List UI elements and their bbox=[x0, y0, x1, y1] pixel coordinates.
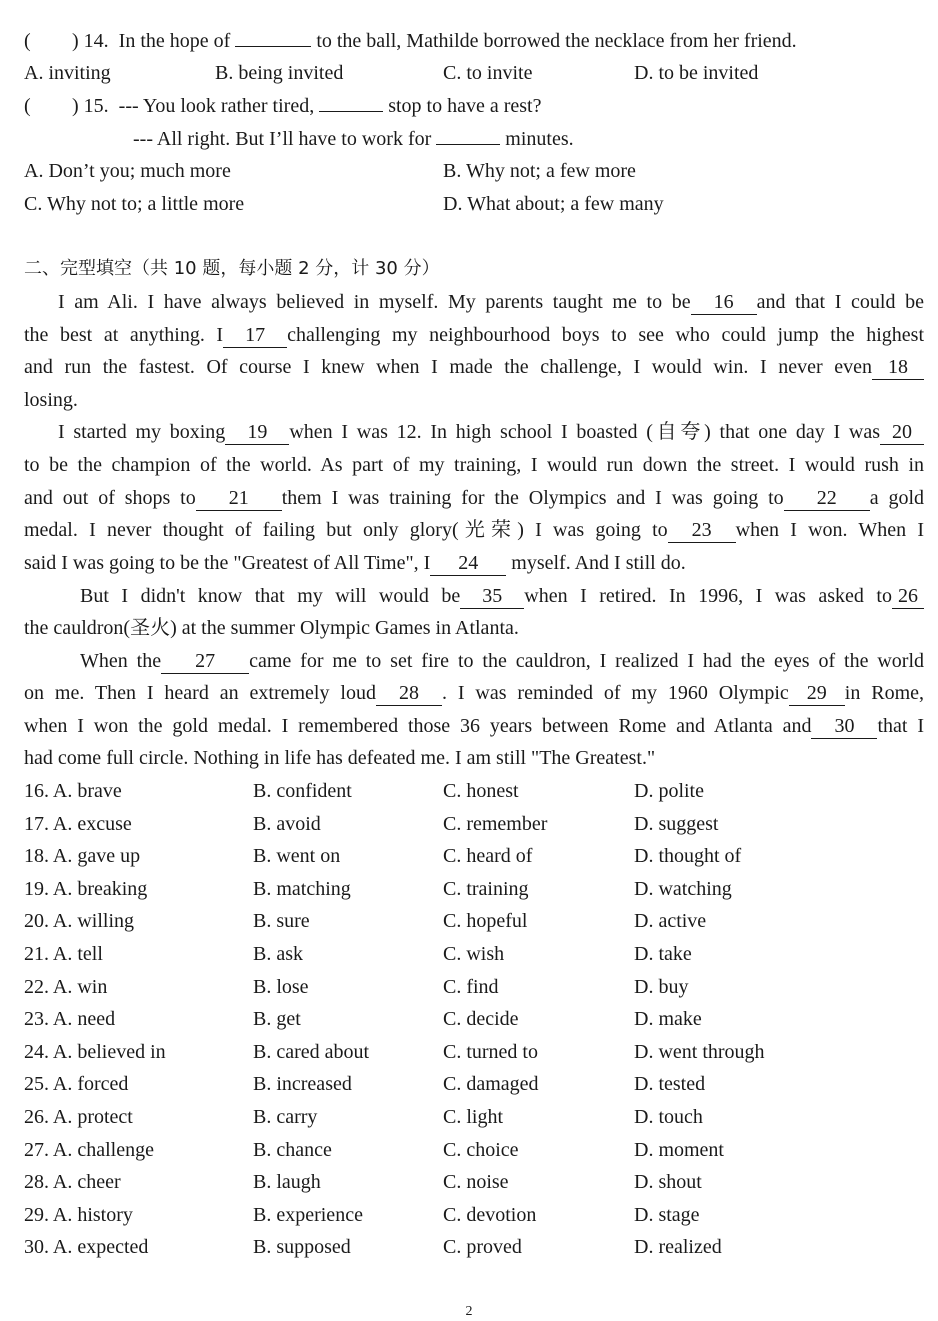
option-b: B. supposed bbox=[253, 1236, 351, 1258]
option-c: C. heard of bbox=[443, 845, 533, 867]
option-b: B. went on bbox=[253, 845, 341, 867]
option-d: D. What about; a few many bbox=[443, 193, 664, 215]
option-d: D. realized bbox=[634, 1236, 722, 1258]
option-a: 18. A. gave up bbox=[24, 845, 141, 867]
passage-line: losing. bbox=[24, 389, 78, 411]
option-row bbox=[24, 775, 924, 807]
blank-19: 19 bbox=[225, 420, 289, 445]
option-b: B. get bbox=[253, 1008, 301, 1030]
question-number: ) 15. --- You look rather tired, stop to have a rest? bbox=[72, 95, 542, 117]
option-row bbox=[24, 971, 924, 1003]
option-c: C. proved bbox=[443, 1236, 522, 1258]
option-a: 19. A. breaking bbox=[24, 878, 148, 900]
option-b: B. ask bbox=[253, 943, 303, 965]
option-a: 28. A. cheer bbox=[24, 1171, 121, 1193]
question-15-options-ab bbox=[24, 155, 924, 187]
option-a: 23. A. need bbox=[24, 1008, 116, 1030]
option-d: D. buy bbox=[634, 976, 689, 998]
blank-22: 22 bbox=[784, 486, 870, 511]
passage-line: and out of shops to 21 them I was training for the Olympics and I was going to 22 a gold bbox=[24, 487, 925, 509]
passage-line: I started my boxing 19 when I was 12. In high school I boasted (自夸) that one day I was 20 bbox=[58, 416, 924, 448]
blank bbox=[436, 144, 500, 145]
option-d: D. polite bbox=[634, 780, 704, 802]
option-c: C. to invite bbox=[443, 62, 533, 84]
option-b: B. confident bbox=[253, 780, 352, 802]
passage-line: the best at anything. I 17 challenging my neighbourhood boys to see who could jump the highest bbox=[24, 324, 925, 346]
option-d: D. make bbox=[634, 1008, 702, 1030]
option-a: 24. A. believed in bbox=[24, 1041, 166, 1063]
section-title: 二、完型填空（共 10 题，每小题 2 分，计 30 分） bbox=[24, 258, 440, 279]
blank-30: 30 bbox=[811, 714, 877, 739]
option-d: D. moment bbox=[634, 1139, 724, 1161]
passage-line: I am Ali. I have always believed in myself. My parents taught me to be 16 and that I could be bbox=[58, 291, 924, 313]
option-c: C. light bbox=[443, 1106, 504, 1128]
option-c: C. find bbox=[443, 976, 499, 998]
answer-paren: ( bbox=[24, 95, 31, 117]
option-a: 29. A. history bbox=[24, 1204, 133, 1226]
option-row bbox=[24, 873, 924, 905]
option-c: C. damaged bbox=[443, 1073, 539, 1095]
option-a: 26. A. protect bbox=[24, 1106, 133, 1128]
option-b: B. lose bbox=[253, 976, 309, 998]
option-b: B. Why not; a few more bbox=[443, 160, 636, 182]
option-d: D. tested bbox=[634, 1073, 706, 1095]
blank-29: 29 bbox=[789, 681, 845, 706]
option-c: C. Why not to; a little more bbox=[24, 193, 245, 215]
option-b: B. sure bbox=[253, 910, 310, 932]
option-row bbox=[24, 1101, 924, 1133]
option-b: B. carry bbox=[253, 1106, 318, 1128]
passage-line: to be the champion of the world. As part of my training, I would run down the street. I would rush in bbox=[24, 454, 924, 476]
option-row bbox=[24, 938, 924, 970]
blank-18: 18 bbox=[872, 355, 924, 380]
option-row bbox=[24, 1134, 924, 1166]
option-d: D. watching bbox=[634, 878, 732, 900]
blank-21: 21 bbox=[196, 486, 282, 511]
option-d: D. shout bbox=[634, 1171, 702, 1193]
option-row bbox=[24, 808, 924, 840]
page-number: 2 bbox=[465, 1304, 473, 1319]
blank-24: 24 bbox=[430, 551, 506, 576]
blank-25: 35 bbox=[460, 584, 524, 609]
option-d: D. take bbox=[634, 943, 692, 965]
option-a: A. inviting bbox=[24, 62, 111, 84]
option-a: 25. A. forced bbox=[24, 1073, 129, 1095]
option-c: C. decide bbox=[443, 1008, 519, 1030]
question-number: ) 14. In the hope of to the ball, Mathilde borrowed the necklace from her friend. bbox=[72, 30, 797, 52]
option-d: D. stage bbox=[634, 1204, 700, 1226]
passage-line: and run the fastest. Of course I knew when I made the challenge, I would win. I never even 18 bbox=[24, 351, 924, 383]
passage-line: when I won the gold medal. I remembered those 36 years between Rome and Atlanta and 30 that I bbox=[24, 715, 925, 737]
option-b: B. chance bbox=[253, 1139, 332, 1161]
passage-line: But I didn't know that my will would be 35 when I retired. In 1996, I was asked to 26 bbox=[80, 580, 924, 612]
option-b: B. matching bbox=[253, 878, 351, 900]
blank-23: 23 bbox=[668, 518, 736, 543]
option-c: C. hopeful bbox=[443, 910, 528, 932]
option-a: 30. A. expected bbox=[24, 1236, 149, 1258]
option-a: 17. A. excuse bbox=[24, 813, 132, 835]
option-b: B. avoid bbox=[253, 813, 321, 835]
option-c: C. wish bbox=[443, 943, 505, 965]
question-15-line-2: --- All right. But I’ll have to work for minutes. bbox=[133, 128, 574, 150]
blank bbox=[319, 111, 383, 112]
option-b: B. increased bbox=[253, 1073, 352, 1095]
option-a: 16. A. brave bbox=[24, 780, 122, 802]
option-d: D. went through bbox=[634, 1041, 765, 1063]
option-c: C. noise bbox=[443, 1171, 509, 1193]
option-c: C. devotion bbox=[443, 1204, 537, 1226]
option-d: D. thought of bbox=[634, 845, 742, 867]
passage-line: said I was going to be the "Greatest of All Time", I 24 myself. And I still do. bbox=[24, 552, 686, 574]
question-15-options-cd bbox=[24, 188, 924, 220]
option-d: D. suggest bbox=[634, 813, 719, 835]
option-row bbox=[24, 1068, 924, 1100]
option-d: D. to be invited bbox=[634, 62, 759, 84]
blank-16: 16 bbox=[691, 290, 757, 315]
option-c: C. choice bbox=[443, 1139, 519, 1161]
option-row bbox=[24, 840, 924, 872]
blank-20: 20 bbox=[880, 420, 924, 445]
passage-line: on me. Then I heard an extremely loud 28 . I was reminded of my 1960 Olympic 29 in Rome, bbox=[24, 682, 924, 704]
blank-26: 26 bbox=[892, 584, 924, 609]
option-b: B. laugh bbox=[253, 1171, 321, 1193]
question-15 bbox=[24, 90, 924, 122]
option-c: C. honest bbox=[443, 780, 519, 802]
blank-27: 27 bbox=[161, 649, 249, 674]
option-b: B. cared about bbox=[253, 1041, 370, 1063]
passage-line: medal. I never thought of failing but only glory(光荣) I was going to 23 when I won. When I bbox=[24, 519, 924, 541]
option-a: 20. A. willing bbox=[24, 910, 135, 932]
option-a: 22. A. win bbox=[24, 976, 108, 998]
passage-line: the cauldron(圣火) at the summer Olympic Games in Atlanta. bbox=[24, 617, 519, 639]
question-14-options bbox=[24, 57, 924, 89]
option-a: A. Don’t you; much more bbox=[24, 160, 231, 182]
blank-17: 17 bbox=[223, 323, 287, 348]
blank bbox=[235, 46, 311, 47]
passage-line: had come full circle. Nothing in life has defeated me. I am still "The Greatest." bbox=[24, 747, 656, 769]
option-row bbox=[24, 1199, 924, 1231]
option-d: D. active bbox=[634, 910, 707, 932]
option-row bbox=[24, 1231, 924, 1263]
option-row bbox=[24, 1036, 924, 1068]
option-c: C. training bbox=[443, 878, 529, 900]
option-b: B. experience bbox=[253, 1204, 363, 1226]
option-d: D. touch bbox=[634, 1106, 703, 1128]
option-b: B. being invited bbox=[215, 62, 344, 84]
option-row bbox=[24, 1003, 924, 1035]
passage-line: When the 27 came for me to set fire to the cauldron, I realized I had the eyes of the world bbox=[80, 650, 924, 672]
question-14 bbox=[24, 25, 924, 57]
blank-28: 28 bbox=[376, 681, 442, 706]
option-a: 27. A. challenge bbox=[24, 1139, 154, 1161]
option-a: 21. A. tell bbox=[24, 943, 103, 965]
option-c: C. remember bbox=[443, 813, 548, 835]
option-c: C. turned to bbox=[443, 1041, 538, 1063]
answer-paren: ( bbox=[24, 30, 31, 52]
option-row bbox=[24, 1166, 924, 1198]
option-row bbox=[24, 905, 924, 937]
